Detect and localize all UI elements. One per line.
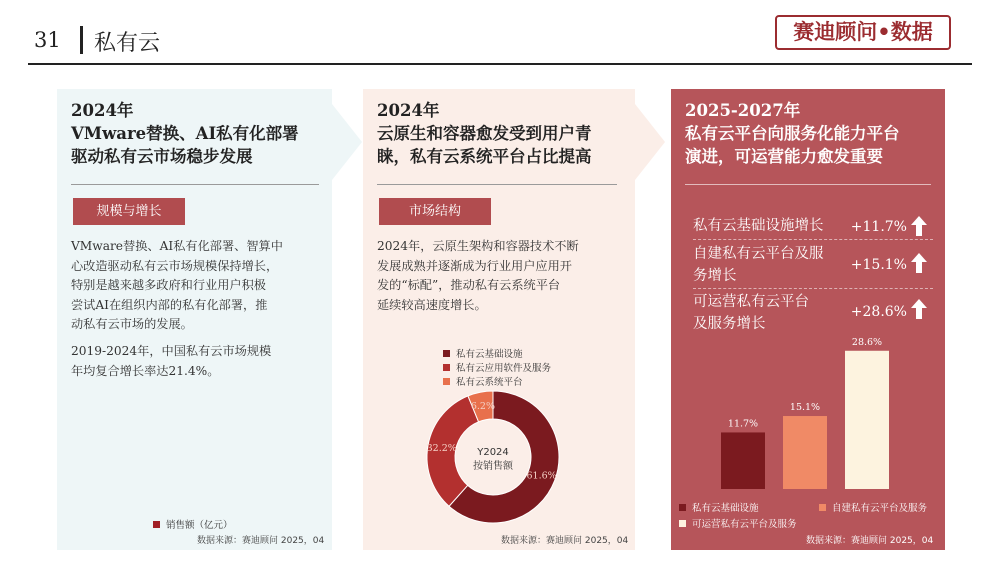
panel-body <box>71 237 283 335</box>
growth-separator <box>693 288 933 289</box>
slice-label: 6.2% <box>470 400 496 412</box>
market-size-bar-chart <box>57 374 332 524</box>
flow-arrow <box>635 104 665 180</box>
legend-label: 可运营私有云平台及服务 <box>692 519 797 530</box>
data-source: 数据来源：赛迪顾问 2025，04 <box>806 536 934 546</box>
bar-value-label: 11.7% <box>727 418 759 430</box>
panel-title-line: 睐，私有云系统平台占比提高 <box>377 147 592 166</box>
page-number: 31 <box>34 28 61 52</box>
arrow-up-icon <box>911 216 927 236</box>
forecast-legend <box>679 500 927 530</box>
legend-swatch <box>443 350 450 357</box>
panel-title <box>71 99 299 168</box>
body-line: 2024年，云原生架构和容器技术不断 <box>377 239 579 253</box>
bar-chart-legend <box>153 517 233 531</box>
bar-value-label: 28.6% <box>851 336 883 348</box>
donut-legend <box>443 346 551 388</box>
body-line: 心改造驱动私有云市场规模保持增长， <box>71 258 279 273</box>
body-line: 发的“标配”，推动私有云系统平台 <box>377 278 561 292</box>
arrow-up-icon <box>911 299 927 319</box>
donut-center-label: Y2024 <box>477 447 509 458</box>
forecast-growth-bar-chart <box>671 329 945 499</box>
legend-swatch <box>443 378 450 385</box>
body-line: 尝试AI在组织内部的私有化部署，推 <box>71 297 268 312</box>
legend-label: 私有云基础设施 <box>692 503 759 514</box>
brand-logo: 赛迪顾问•数据 <box>775 15 951 50</box>
legend-swatch <box>443 364 450 371</box>
growth-label <box>693 243 824 287</box>
panel-forecast <box>671 89 945 550</box>
header-rule <box>28 63 972 65</box>
bar <box>783 416 827 489</box>
panel-market-structure <box>363 89 635 550</box>
panel-body <box>377 237 579 315</box>
header-divider <box>80 26 83 54</box>
donut-center-label: 按销售额 <box>473 461 513 472</box>
slice-label: 32.2% <box>426 443 457 455</box>
bar <box>845 351 889 489</box>
panel-title-line: 私有云平台向服务化能力平台 <box>685 124 900 143</box>
panel-title-line: 2024年 <box>377 101 440 120</box>
legend-swatch <box>679 504 686 511</box>
body-line: 年均复合增长率达21.4%。 <box>71 363 220 378</box>
flow-arrow <box>332 104 362 180</box>
legend-label: 自建私有云平台及服务 <box>832 503 928 514</box>
growth-row <box>693 215 933 239</box>
body-line: 2019-2024年，中国私有云市场规模 <box>71 344 272 358</box>
growth-label-line: 务增长 <box>693 268 737 284</box>
arrow-up-icon <box>911 253 927 273</box>
panel-scale-growth <box>57 89 332 550</box>
body-line: 特别是越来越多政府和行业用户积极 <box>71 278 266 292</box>
panel-title-line: 2025-2027年 <box>685 101 801 120</box>
growth-label-line: 及服务增长 <box>693 316 766 332</box>
body-line: 动私有云市场的发展。 <box>71 317 193 331</box>
bar <box>721 432 765 489</box>
legend-label: 私有云应用软件及服务 <box>456 363 552 374</box>
legend-swatch <box>153 521 160 528</box>
legend-label: 销售额（亿元） <box>166 520 233 531</box>
legend-label: 私有云基础设施 <box>456 349 523 360</box>
growth-label-line: 可运营私有云平台 <box>693 294 809 310</box>
growth-value: +15.1% <box>850 257 907 273</box>
panel-title-line: 云原生和容器愈发受到用户青 <box>377 124 592 143</box>
data-source: 数据来源：赛迪顾问 2025，04 <box>501 536 629 546</box>
body-line: 发展成熟并逐渐成为行业用户应用开 <box>377 258 572 273</box>
legend-label: 私有云系统平台 <box>456 377 523 388</box>
panel-divider <box>71 184 319 185</box>
body-line: VMware替换、AI私有化部署、智算中 <box>71 239 283 253</box>
panel-title <box>685 99 900 168</box>
data-source: 数据来源：赛迪顾问 2025，04 <box>197 536 325 546</box>
legend-swatch <box>819 504 826 511</box>
panel-title-line: 2024年 <box>71 101 134 120</box>
panel-title-line: 演进，可运营能力愈发重要 <box>685 147 883 166</box>
bar-value-label: 15.1% <box>789 402 821 414</box>
panel-title-line: 驱动私有云市场稳步发展 <box>71 147 253 166</box>
panel-divider <box>377 184 617 185</box>
body-line: 延续较高速度增长。 <box>377 297 487 312</box>
growth-value: +11.7% <box>850 219 907 235</box>
growth-label-line: 自建私有云平台及服 <box>693 246 824 262</box>
growth-separator <box>693 239 933 240</box>
growth-label: 私有云基础设施增长 <box>693 218 824 234</box>
slice-label: 61.6% <box>526 470 557 482</box>
legend-swatch <box>679 520 686 527</box>
market-structure-donut-chart <box>363 385 635 545</box>
page-title: 私有云 <box>94 31 161 56</box>
growth-value: +28.6% <box>850 304 907 320</box>
growth-row <box>693 243 933 287</box>
panel-title <box>377 99 592 168</box>
section-tag: 市场结构 <box>379 198 491 225</box>
section-tag: 规模与增长 <box>73 198 185 225</box>
panel-title-line: VMware替换、AI私有化部署 <box>71 124 299 143</box>
panel-divider <box>685 184 931 185</box>
